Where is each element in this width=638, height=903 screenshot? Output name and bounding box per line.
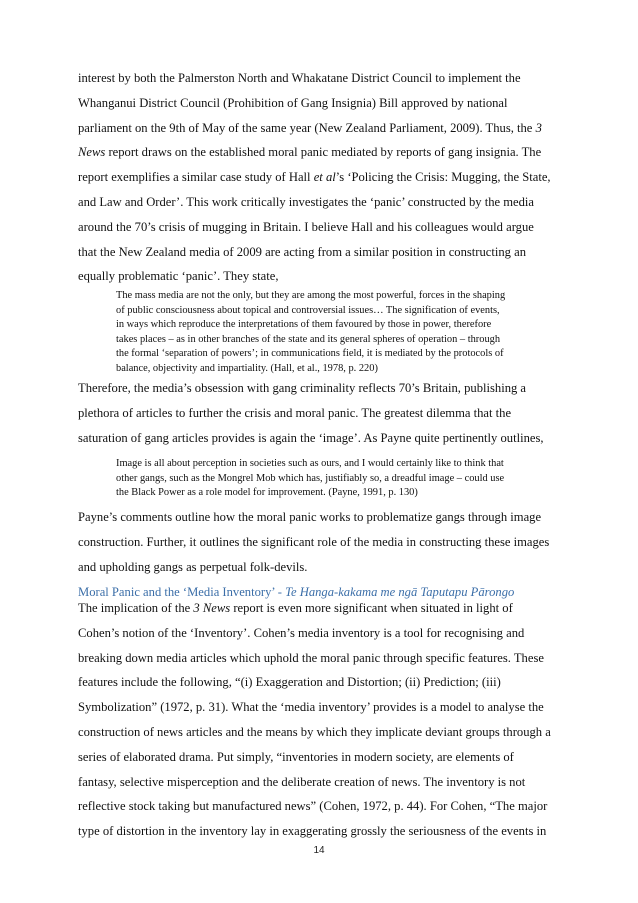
quote-line: The mass media are not the only, but they are among the most powerful, forces in the shaping [116,290,506,301]
heading-maori-text: Te Hanga-kakama me ngā Taputapu Pārongo [285,585,515,599]
quote-line: the formal ‘separation of powers’; in communications field, it is mediated by the protocols of [116,348,504,360]
quote-line: takes places – as in other branches of the state and its general spheres of operation – through [116,333,501,345]
text-run: report exemplifies a similar case study of Hall [78,170,314,185]
quote-line: balance, objectivity and impartiality. (Hall, et al., 1978, p. 220) [116,362,378,374]
block-quote-hall [116,289,568,377]
text-line: type of distortion in the inventory lay in exaggerating grossly the seriousness of the events in [78,824,547,839]
text-line: and upholding gangs as perpetual folk-devils. [78,559,308,574]
emphasis: et al [313,170,336,185]
text-line [78,116,564,141]
text-line: reflective stock taking but manufactured news” (Cohen, 1972, p. 44). For Cohen, “The major [78,799,548,814]
paragraph-body [78,66,564,289]
heading-text: Moral Panic and the ‘Media Inventory’ - [78,585,286,599]
text-line: Payne’s comments outline how the moral panic works to problematize gangs through image [78,510,542,524]
text-line: plethora of articles to further the crisis and moral panic. The greatest dilemma that the [78,405,512,420]
text-line [78,596,564,621]
paragraph-body [78,376,564,450]
text-line: interest by both the Palmerston North and Whakatane District Council to implement the [78,71,521,85]
text-line [78,140,564,165]
quote-line: the Black Power as a role model for improvement. (Payne, 1991, p. 130) [116,487,418,499]
quote-line: Image is all about perception in societies such as ours, and I would certainly like to think that [116,458,504,469]
text-line: fantasy, selective misperception and the deliberate creation of news. The inventory is not [78,774,526,789]
paragraph-media-obsession [78,376,564,450]
text-line: breaking down media articles which uphold the moral panic through specific features. These [78,650,544,665]
text-line: Cohen’s notion of the ‘Inventory’. Cohen’s media inventory is a tool for recognising and [78,625,525,640]
paragraph-media-inventory [78,596,564,844]
quote-line: of public consciousness about topical and controversial issues… The signification of events, [116,304,500,316]
text-line: Whanganui District Council (Prohibition of Gang Insignia) Bill approved by national [78,95,508,110]
text-line: series of elaborated drama. Put simply, “inventories in modern society, are elements of [78,749,514,764]
emphasis: News [78,145,106,160]
paragraph-payne-comments [78,505,564,579]
block-quote-payne [116,457,568,501]
page-number: 14 [313,845,325,856]
text-line: that the New Zealand media of 2009 are acting from a similar position in constructing an [78,244,526,259]
text-run: parliament on the 9th of May of the same year (New Zealand Parliament, 2009). Thus, the [78,120,536,135]
text-line [78,165,564,190]
text-line: equally problematic ‘panic’. They state, [78,269,279,284]
quote-line: other gangs, such as the Mongrel Mob which has, justifiably so, a dreadful image – could use [116,472,505,484]
text-run: The implication of the [78,601,194,615]
quote-line: in ways which reproduce the interpretations of them favoured by those in power, therefore [116,319,492,331]
text-run: ’s ‘Policing the Crisis: Mugging, the State, [335,170,551,185]
text-line: features include the following, “(i) Exaggeration and Distortion; (ii) Prediction; (iii) [78,675,501,690]
emphasis: 3 News [193,601,231,615]
text-line: construction of news articles and the means by which they implicate deviant groups through a [78,724,551,739]
text-line: Therefore, the media’s obsession with gang criminality reflects 70’s Britain, publishing a [78,381,527,395]
emphasis: 3 [535,120,542,135]
text-line: and Law and Order’. This work critically investigates the ‘panic’ constructed by the media [78,194,535,209]
paragraph-body [78,505,564,579]
text-line: around the 70’s crisis of mugging in Britain. I believe Hall and his colleagues would argue [78,219,534,234]
text-run: report is even more significant when situated in light of [230,601,513,615]
text-run: report draws on the established moral panic mediated by reports of gang insignia. The [105,145,542,160]
paragraph-hall-case-study [78,66,564,289]
text-line: Symbolization” (1972, p. 31). What the ‘media inventory’ provides is a model to analyse the [78,700,544,715]
text-line: saturation of gang articles provides is again the ‘image’. As Payne quite pertinently outlines, [78,430,544,445]
paragraph-body [78,596,564,844]
text-line: construction. Further, it outlines the significant role of the media in constructing these images [78,534,550,549]
